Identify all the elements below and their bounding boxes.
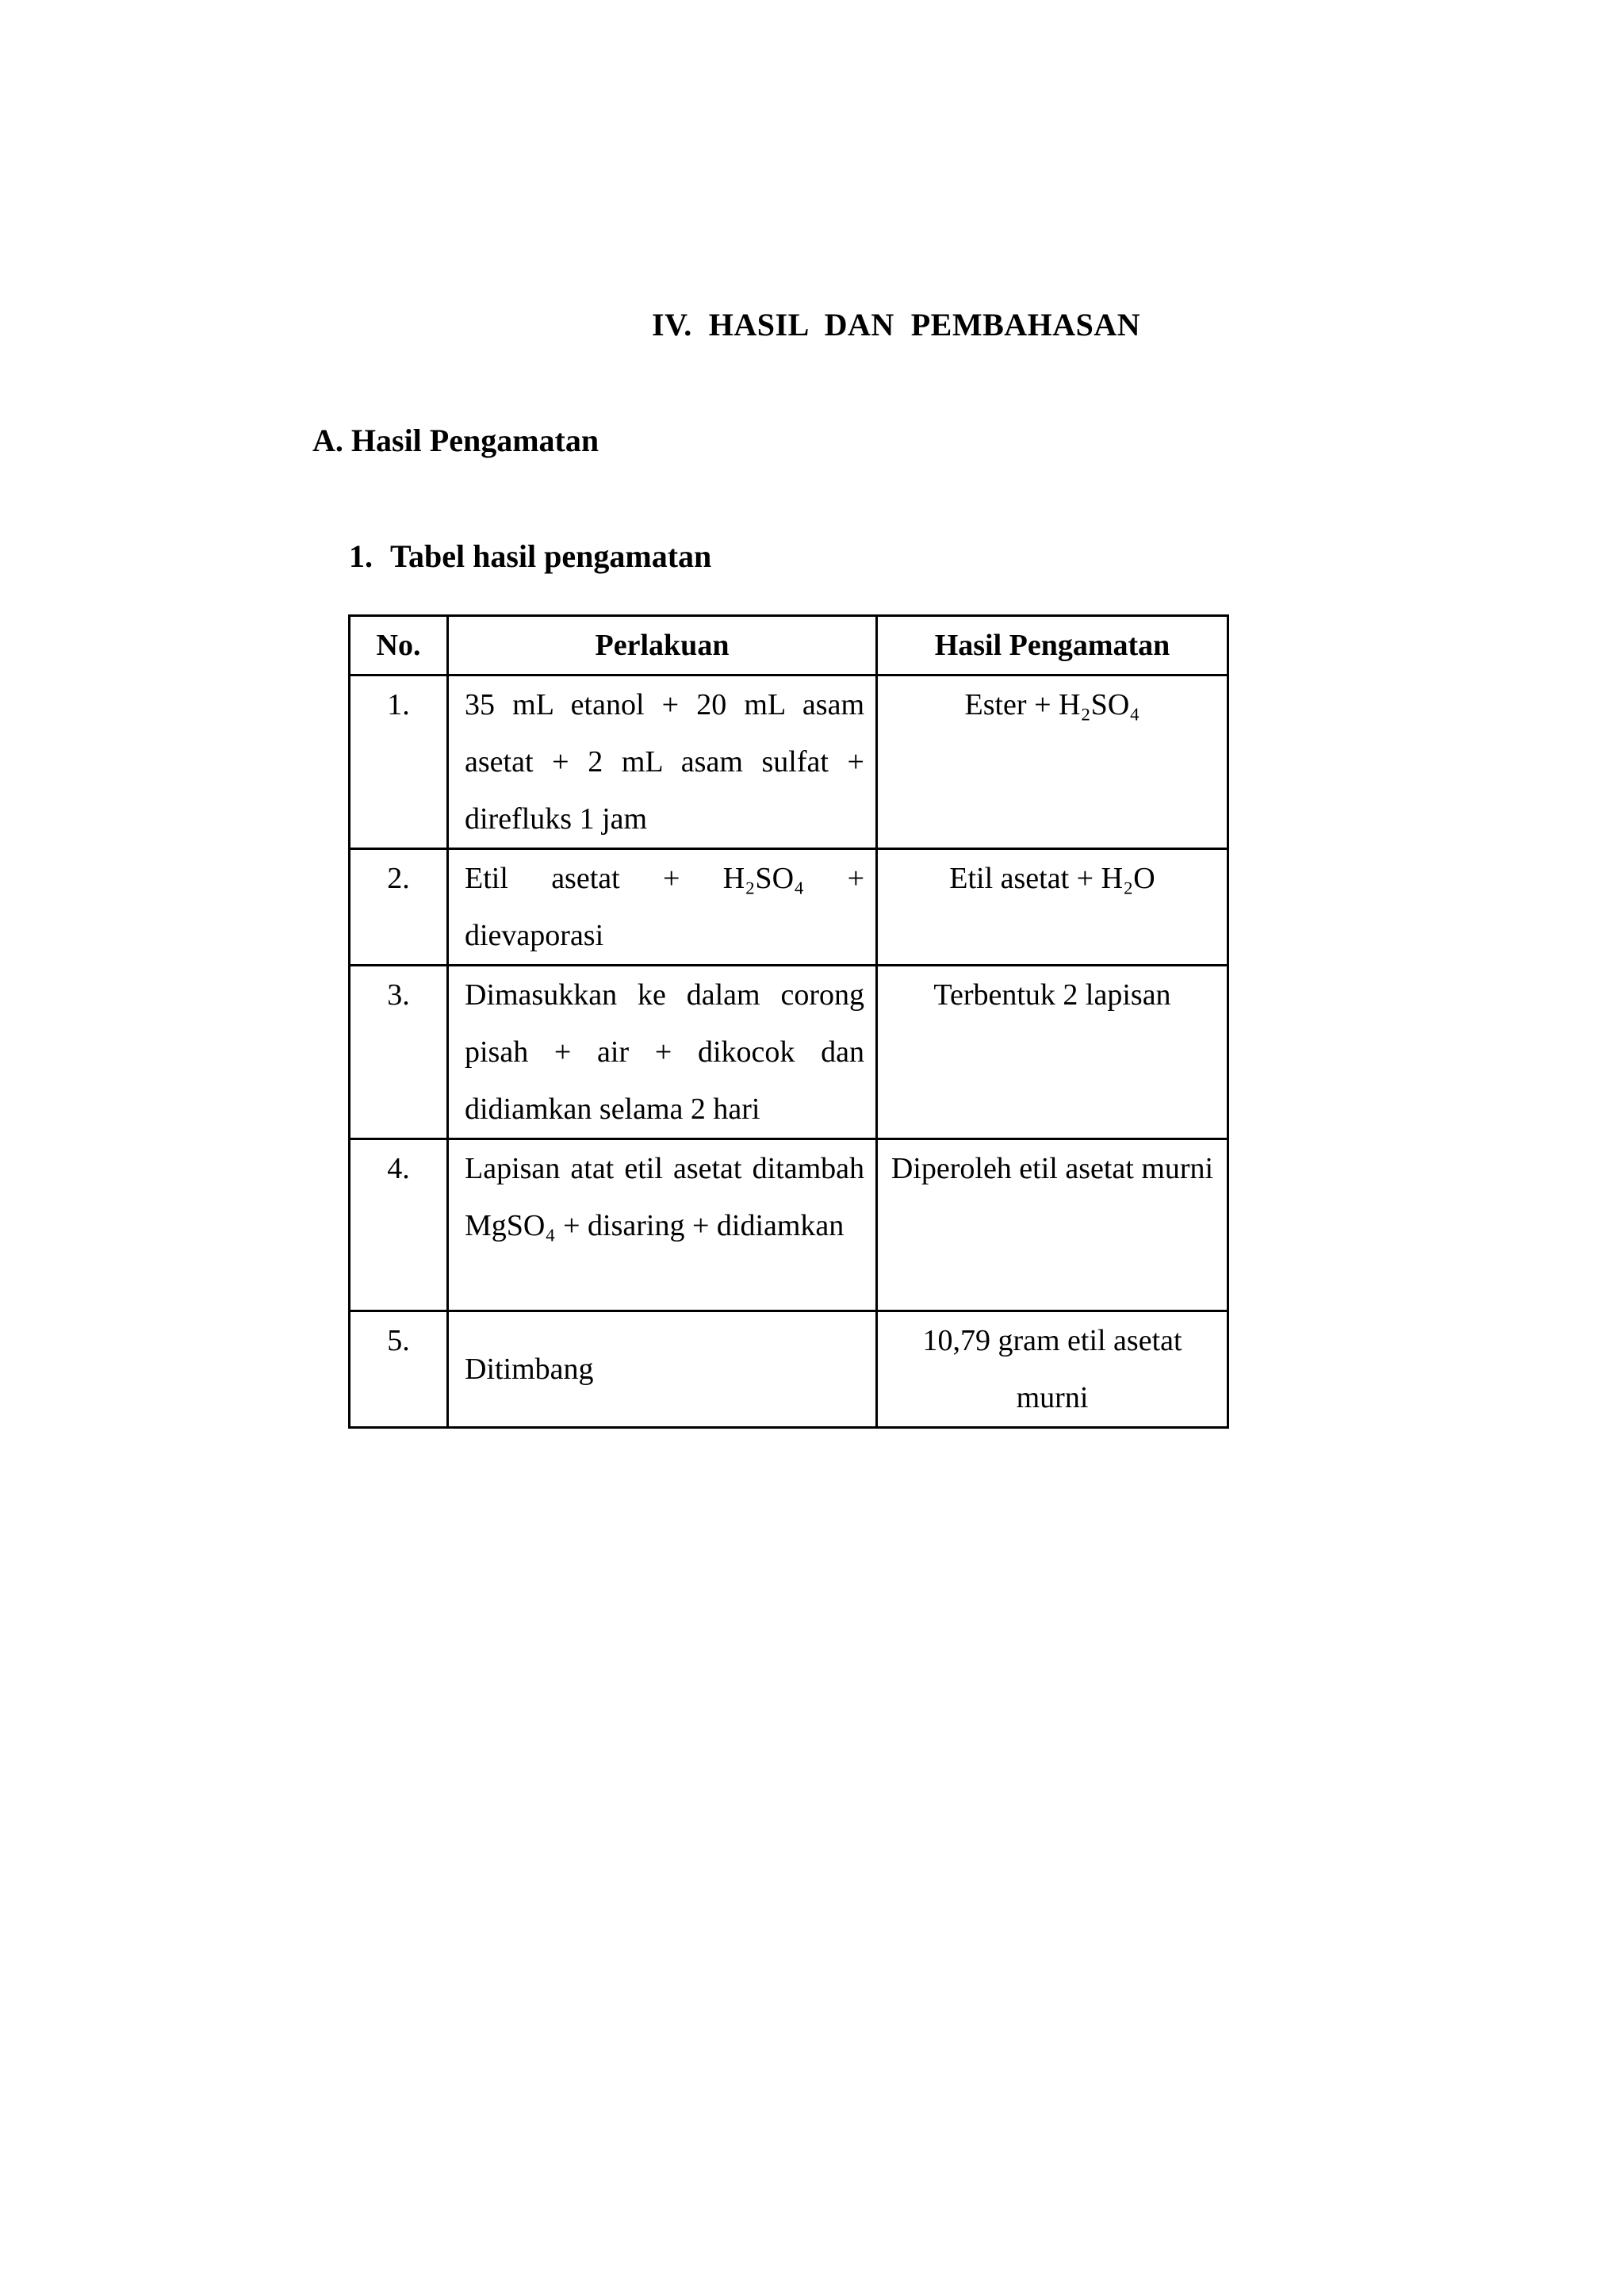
table-row xyxy=(350,966,1228,1139)
row-number: 5. xyxy=(350,1311,448,1428)
row-number: 1. xyxy=(350,675,448,849)
chapter-title: IV. HASIL DAN PEMBAHASAN xyxy=(652,307,1141,342)
row-hasil: Ester + H₂SO₄ xyxy=(877,675,1228,849)
row-hasil: Terbentuk 2 lapisan xyxy=(877,966,1228,1139)
row-hasil: 10,79 gram etil asetat murni xyxy=(877,1311,1228,1428)
table-row xyxy=(350,1139,1228,1311)
header-hasil-pengamatan: Hasil Pengamatan xyxy=(877,616,1228,675)
table-header-row xyxy=(350,616,1228,675)
subsection-number: 1. xyxy=(349,538,373,574)
header-perlakuan: Perlakuan xyxy=(448,616,877,675)
row-number: 4. xyxy=(350,1139,448,1311)
section-heading: A. Hasil Pengamatan xyxy=(312,423,599,458)
row-perlakuan: 35 mL etanol + 20 mL asam asetat + 2 mL asam sulfat + direfluks 1 jam xyxy=(448,675,877,849)
row-perlakuan: Ditimbang xyxy=(448,1311,877,1428)
table-row xyxy=(350,849,1228,966)
subsection-heading xyxy=(349,538,711,575)
row-hasil: Etil asetat + H₂O xyxy=(877,849,1228,966)
observation-table xyxy=(348,614,1229,1429)
row-perlakuan: Etil asetat + H₂SO₄ + dievaporasi xyxy=(448,849,877,966)
row-perlakuan: Lapisan atat etil asetat ditambah MgSO₄ + disaring + didiamkan xyxy=(448,1139,877,1311)
header-no: No. xyxy=(350,616,448,675)
subsection-title: Tabel hasil pengamatan xyxy=(390,538,712,574)
row-number: 2. xyxy=(350,849,448,966)
table-row xyxy=(350,1311,1228,1428)
row-hasil: Diperoleh etil asetat murni xyxy=(877,1139,1228,1311)
row-perlakuan: Dimasukkan ke dalam corong pisah + air + dikocok dan didiamkan selama 2 hari xyxy=(448,966,877,1139)
row-number: 3. xyxy=(350,966,448,1139)
table-row xyxy=(350,675,1228,849)
